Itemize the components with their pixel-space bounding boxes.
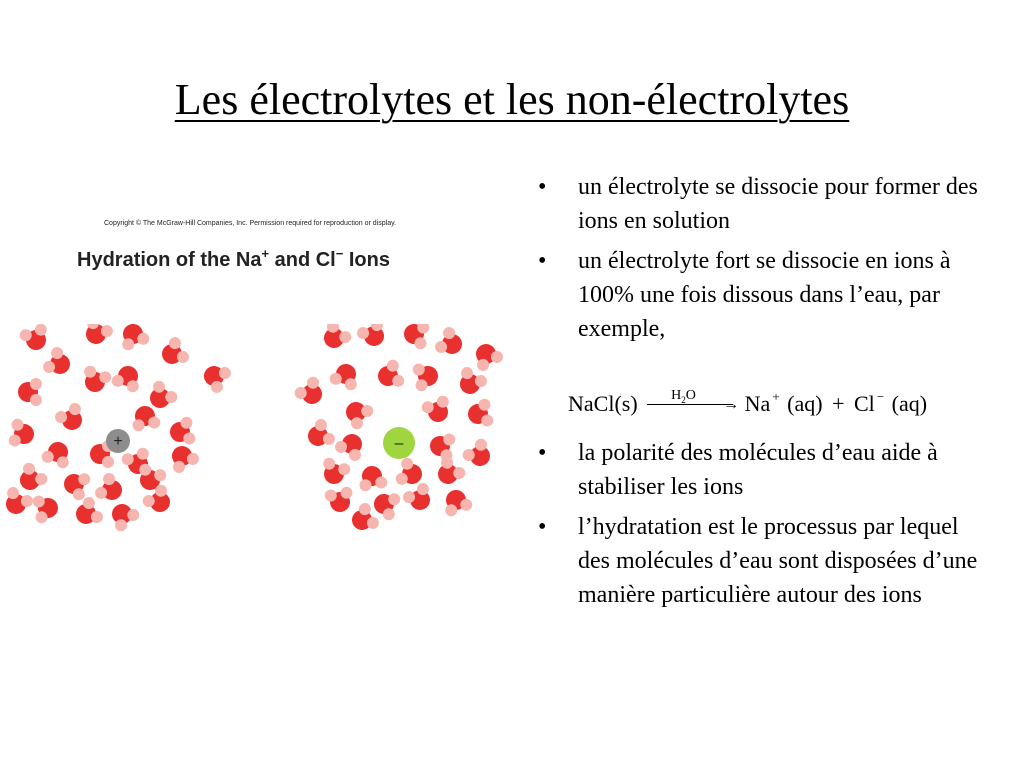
chloride-ion	[383, 427, 415, 459]
water-molecule	[317, 324, 354, 355]
reaction-arrow	[643, 387, 740, 421]
dissociation-equation	[568, 360, 978, 420]
hydrogen-atom	[30, 378, 42, 390]
water-molecule	[70, 495, 105, 531]
water-molecule	[18, 324, 53, 354]
water-molecule	[165, 440, 201, 475]
water-molecule	[339, 395, 375, 432]
sodium-ion-charge: +	[113, 433, 123, 450]
water-molecule	[110, 362, 145, 394]
bullet-item-2	[538, 244, 978, 346]
equation-product-cl: Cl	[854, 391, 875, 416]
figure-title-cl-charge: −	[335, 246, 344, 261]
figure-title-middle: and Cl	[269, 249, 336, 271]
hydrogen-atom	[30, 394, 42, 406]
water-molecule	[433, 325, 468, 361]
hydrogen-atom	[102, 456, 114, 468]
bullet-list	[538, 170, 978, 618]
water-molecule	[60, 467, 92, 502]
water-molecule	[401, 481, 437, 516]
water-molecule	[129, 404, 161, 432]
water-molecule	[317, 456, 352, 488]
water-molecule	[439, 486, 474, 518]
water-molecule	[198, 359, 233, 395]
water-molecule	[370, 487, 402, 522]
water-molecule	[156, 335, 191, 371]
water-molecule	[355, 324, 391, 352]
chloride-ion-charge: –	[394, 435, 404, 452]
water-molecule	[32, 492, 60, 524]
water-molecule	[428, 430, 456, 462]
equation-na-state: (aq)	[787, 391, 823, 416]
equation-na-charge: +	[772, 389, 780, 404]
water-molecule	[105, 497, 142, 533]
hydration-illustration	[0, 324, 520, 534]
sodium-ion	[106, 429, 130, 453]
bullet-item-1	[538, 170, 978, 238]
water-molecule	[420, 394, 455, 426]
slide-title: Les électrolytes et les non-électrolytes	[174, 75, 850, 124]
figure-title-prefix: Hydration of the Na	[77, 249, 262, 271]
bullet-dot: •	[538, 174, 547, 200]
water-molecule	[328, 360, 363, 392]
equation-cl-state: (aq)	[891, 391, 928, 416]
sodium-hydration-cluster	[0, 324, 233, 534]
water-molecule	[431, 454, 468, 490]
arrow-label-water: $H_2O$	[671, 387, 696, 405]
water-molecule	[93, 471, 128, 507]
bullet-dot: •	[538, 248, 547, 274]
water-molecule	[412, 360, 440, 392]
water-molecule	[53, 401, 89, 436]
arrow-shaft	[647, 404, 733, 405]
water-molecule	[460, 436, 497, 472]
water-molecule	[374, 358, 406, 393]
bullet-item-3	[538, 436, 978, 504]
bullet-dot: •	[538, 440, 547, 466]
figure-title-suffix: Ions	[343, 249, 390, 271]
water-molecule	[79, 324, 115, 350]
equation-cl-charge: −	[876, 389, 885, 404]
water-molecule	[116, 324, 151, 352]
bullet-text: un électrolyte fort se dissocie en ions à 100% une fois dissous dans l’eau, par exemple,	[578, 248, 951, 342]
water-molecule	[292, 374, 329, 410]
water-molecule	[324, 486, 356, 514]
water-molecule	[18, 378, 42, 406]
equation-reactant: NaCl(s)	[568, 391, 638, 416]
water-molecule	[302, 417, 337, 453]
equation-plus: +	[832, 391, 845, 416]
bullet-item-4	[538, 510, 978, 612]
equation-product-na: Na	[744, 391, 771, 416]
arrow-head-icon: →	[723, 395, 740, 413]
water-molecule	[78, 364, 113, 396]
water-molecule	[466, 398, 494, 430]
water-molecule	[40, 438, 75, 470]
bullet-dot: •	[538, 514, 547, 540]
bullet-text: l’hydratation est le processus par lequel des molécules d’eau sont disposées d’une manière particulière autour des ions	[578, 514, 978, 608]
figure-title	[77, 246, 390, 272]
water-molecule	[168, 416, 196, 448]
water-molecule	[8, 418, 36, 450]
hydration-figure	[0, 212, 520, 532]
water-molecule	[469, 338, 505, 373]
water-molecule	[333, 428, 369, 463]
water-molecule	[0, 485, 35, 520]
water-molecule	[402, 324, 430, 350]
bullet-text: un électrolyte se dissocie pour former des ions en solution	[578, 174, 978, 234]
water-molecule	[356, 464, 388, 492]
bullet-text: la polarité des molécules d’eau aide à stabiliser les ions	[578, 440, 938, 500]
water-molecule	[41, 345, 76, 381]
figure-title-na-charge: +	[261, 246, 270, 261]
figure-copyright: Copyright © The McGraw-Hill Companies, Inc. Permission required for reproduction or display.	[104, 220, 397, 227]
